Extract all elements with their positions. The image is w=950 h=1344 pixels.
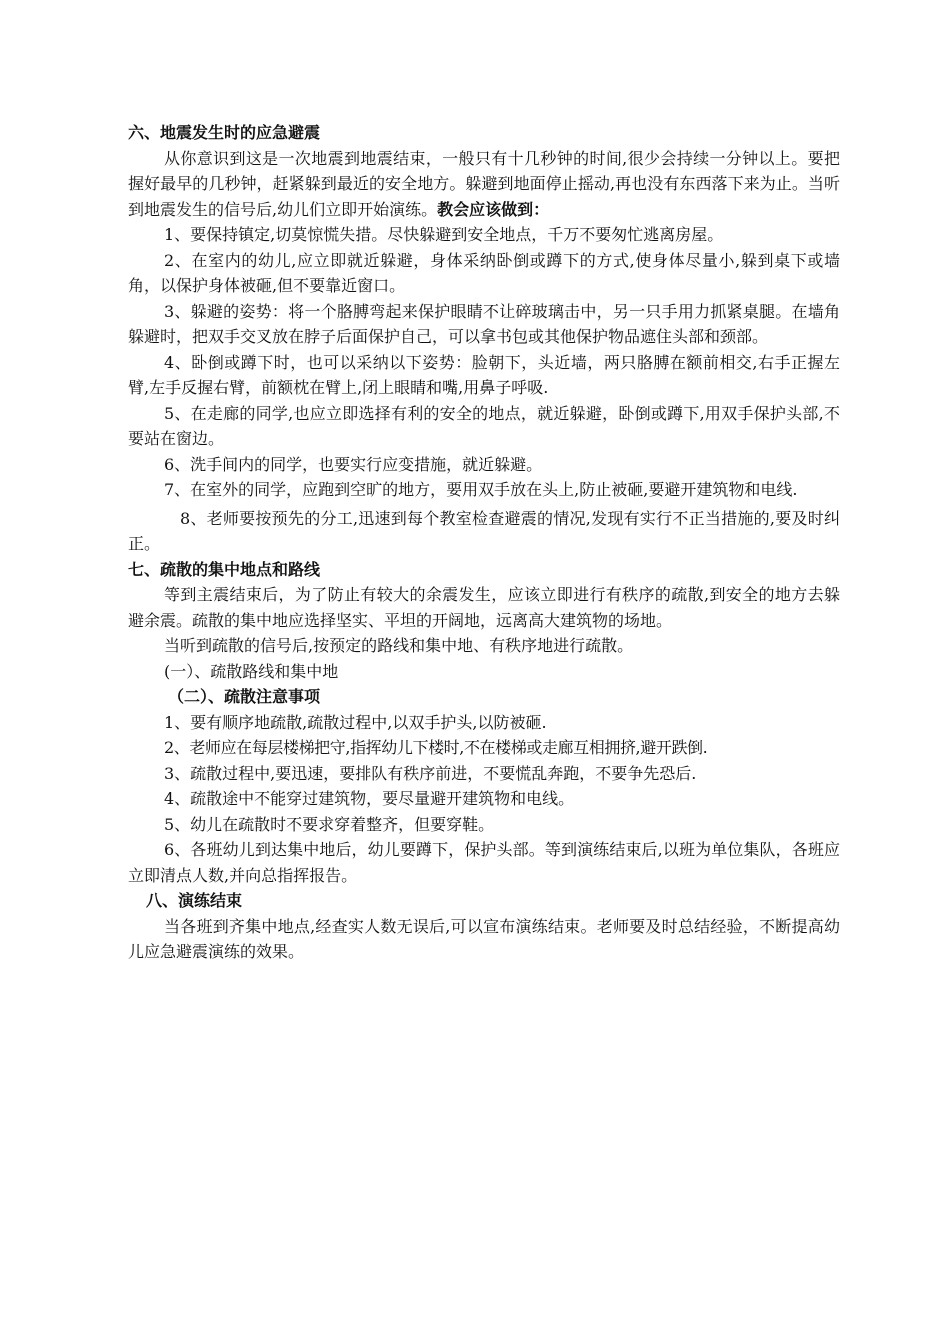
section-7-subheading-1: (一）、疏散路线和集中地 <box>164 661 339 681</box>
section-7-paragraph-1: 等到主震结束后，为了防止有较大的余震发生，应该立即进行有秩序的疏散,到安全的地方去躲避余震。疏散的集中地应选择坚实、平坦的开阔地，远离高大建筑物的场地。 <box>128 585 840 630</box>
section-6-item-1: 1、要保持镇定,切莫惊慌失措。尽快躲避到安全地点，千万不要匆忙逃离房屋。 <box>164 225 724 244</box>
section-6-item-8: 8、老师要按预先的分工,迅速到每个教室检查避震的情况,发现有实行不正当措施的,要及时纠正。 <box>128 508 840 553</box>
section-7-item-4: 4、疏散途中不能穿过建筑物，要尽量避开建筑物和电线。 <box>164 789 575 808</box>
section-6-heading: 六、地震发生时的应急避震 <box>128 123 321 142</box>
section-7-heading: 七、疏散的集中地点和路线 <box>128 559 321 579</box>
section-6-intro <box>128 146 840 223</box>
section-7-subheading-2: （二）、疏散注意事项 <box>168 687 321 706</box>
section-6-item-6: 6、洗手间内的同学，也要实行应变措施，就近躲避。 <box>164 454 543 474</box>
section-6-item-4: 4、卧倒或蹲下时，也可以采纳以下姿势：脸朝下，头近墙，两只胳膊在额前相交,右手正握左臂,左手反握右臂，前额枕在臂上,闭上眼睛和嘴,用鼻子呼吸. <box>128 352 840 397</box>
section-7-item-2: 2、老师应在每层楼梯把守,指挥幼儿下楼时,不在楼梯或走廊互相拥挤,避开跌倒. <box>164 738 708 757</box>
section-6-intro-text: 从你意识到这是一次地震到地震结束，一般只有十几秒钟的时间,很少会持续一分钟以上。要把握好最早的几秒钟，赶紧躲到最近的安全地方。躲避到地面停止摇动,再也没有东西落下来为止。当听到地震发生的信号后,幼儿们立即开始演练。 <box>128 148 840 219</box>
section-7-item-1: 1、要有顺序地疏散,疏散过程中,以双手护头,以防被砸. <box>164 712 547 732</box>
document-body <box>128 120 840 965</box>
section-7-item-5: 5、幼儿在疏散时不要求穿着整齐，但要穿鞋。 <box>164 814 495 834</box>
section-7-paragraph-2: 当听到疏散的信号后,按预定的路线和集中地、有秩序地进行疏散。 <box>164 636 634 655</box>
section-6-item-5: 5、在走廊的同学,也应立即选择有利的安全的地点，就近躲避，卧倒或蹲下,用双手保护头部,不要站在窗边。 <box>128 403 840 448</box>
section-8-paragraph: 当各班到齐集中地点,经查实人数无误后,可以宣布演练结束。老师要及时总结经验，不断提高幼儿应急避震演练的效果。 <box>128 916 840 961</box>
section-6-item-2: 2、在室内的幼儿,应立即就近躲避，身体采纳卧倒或蹲下的方式,使身体尽量小,躲到桌下或墙角，以保护身体被砸,但不要靠近窗口。 <box>128 250 840 295</box>
section-6-intro-bold: 教会应该做到： <box>437 199 550 219</box>
section-6-item-7: 7、在室外的同学，应跑到空旷的地方，要用双手放在头上,防止被砸,要避开建筑物和电线. <box>164 480 798 499</box>
section-7-item-3: 3、疏散过程中,要迅速，要排队有秩序前进，不要慌乱奔跑，不要争先恐后. <box>164 763 697 783</box>
section-6-item-3: 3、躲避的姿势：将一个胳膊弯起来保护眼睛不让碎玻璃击中，另一只手用力抓紧桌腿。在墙角躲避时，把双手交叉放在脖子后面保护自己，可以拿书包或其他保护物品遮住头部和颈部。 <box>128 301 840 346</box>
section-7-item-6: 6、各班幼儿到达集中地后，幼儿要蹲下，保护头部。等到演练结束后,以班为单位集队，各班应立即清点人数,并向总指挥报告。 <box>128 840 840 885</box>
section-8-heading: 八、演练结束 <box>146 891 243 910</box>
